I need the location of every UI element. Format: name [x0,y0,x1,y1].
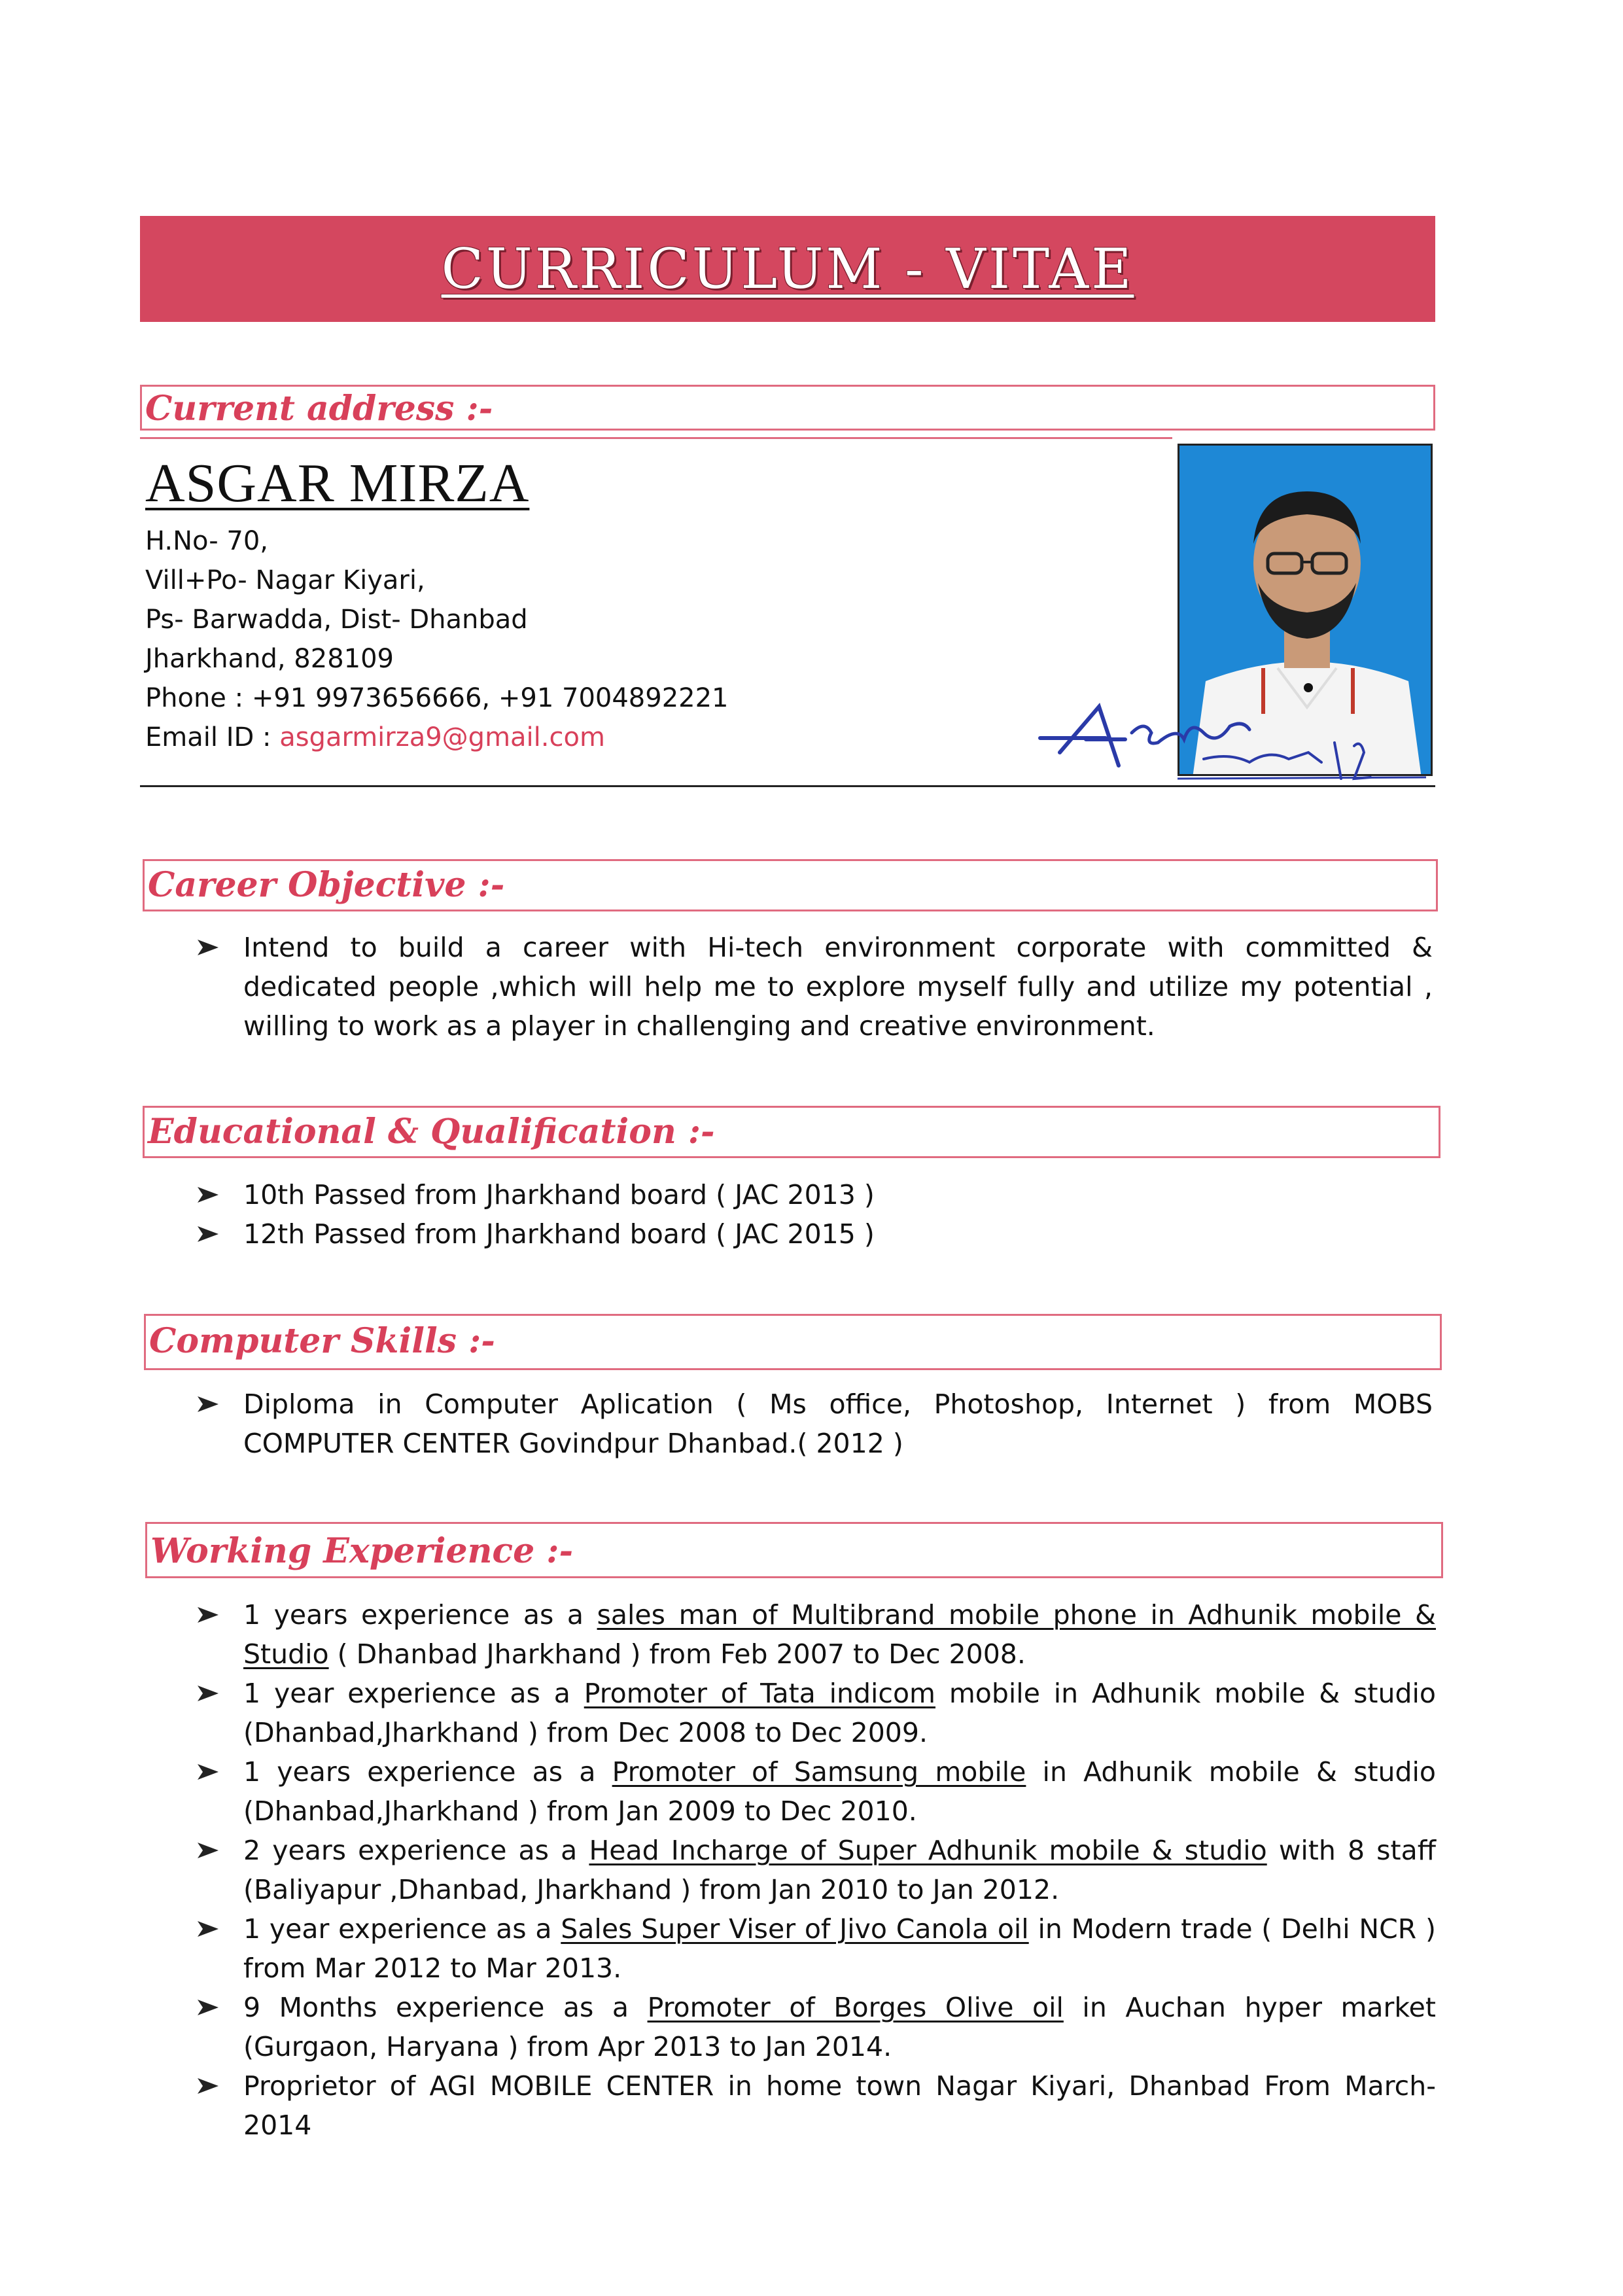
experience-list [196,1595,1436,2145]
email-line [145,722,605,752]
address-line-2: Vill+Po- Nagar Kiyari, [145,565,425,595]
address-heading-underline [140,437,1172,439]
arrow-bullet-icon [196,1225,220,1243]
arrow-bullet-icon [196,1395,220,1413]
experience-heading: Working Experience :- [150,1531,574,1571]
candidate-name: ASGAR MIRZA [145,453,530,514]
list-item: Proprietor of AGI MOBILE CENTER in home town Nagar Kiyari, Dhanbad From March-2014 [196,2066,1436,2145]
education-heading: Educational & Qualification :- [148,1112,715,1152]
education-list [196,1175,1433,1254]
phone-label: Phone : [145,683,252,713]
skills-heading: Computer Skills :- [149,1321,495,1361]
arrow-bullet-icon [196,1606,220,1624]
arrow-bullet-icon [196,1920,220,1938]
list-item: 1 years experience as a sales man of Multibrand mobile phone in Adhunik mobile & Studio ( Dhanbad Jharkhand ) from Feb 2007 to Dec 2008. [196,1595,1436,1674]
arrow-bullet-icon [196,1186,220,1204]
email-value: asgarmirza9@gmail.com [279,722,605,752]
arrow-bullet-icon [196,938,220,957]
page-title: CURRICULUM - VITAE [441,237,1134,301]
phone-value: +91 9973656666, +91 7004892221 [251,683,729,713]
list-item: 10th Passed from Jharkhand board ( JAC 2013 ) [196,1175,1433,1214]
title-banner [140,216,1435,322]
email-label: Email ID : [145,722,280,752]
signature [1034,680,1439,794]
list-item: 2 years experience as a Head Incharge of Super Adhunik mobile & studio with 8 staff (Baliyapur ,Dhanbad, Jharkhand ) from Jan 2010 to Jan 2012. [196,1831,1436,1909]
address-line-4: Jharkhand, 828109 [145,644,394,674]
arrow-bullet-icon [196,1841,220,1860]
address-heading: Current address :- [145,389,493,429]
list-item: Diploma in Computer Aplication ( Ms office, Photoshop, Internet ) from MOBS COMPUTER CENTER Govindpur Dhanbad.( 2012 ) [196,1385,1433,1463]
career-heading: Career Objective :- [148,865,505,905]
arrow-bullet-icon [196,1998,220,2017]
list-item: 9 Months experience as a Promoter of Borges Olive oil in Auchan hyper market (Gurgaon, Haryana ) from Apr 2013 to Jan 2014. [196,1988,1436,2066]
list-item: 1 years experience as a Promoter of Samsung mobile in Adhunik mobile & studio (Dhanbad,Jharkhand ) from Jan 2009 to Dec 2010. [196,1752,1436,1831]
address-line-1: H.No- 70, [145,526,268,556]
skills-list [196,1385,1433,1463]
arrow-bullet-icon [196,1684,220,1703]
phone-line [145,683,728,713]
list-item: 1 year experience as a Sales Super Viser of Jivo Canola oil in Modern trade ( Delhi NCR ) from Mar 2012 to Mar 2013. [196,1909,1436,1988]
list-item: 12th Passed from Jharkhand board ( JAC 2015 ) [196,1214,1433,1254]
arrow-bullet-icon [196,2077,220,2095]
career-list [196,928,1433,1046]
address-line-3: Ps- Barwadda, Dist- Dhanbad [145,605,528,635]
arrow-bullet-icon [196,1763,220,1781]
list-item: Intend to build a career with Hi-tech environment corporate with committed & dedicated people ,which will help me to explore myself fully and utilize my potential , willing to work as a player in challenging and creative environment. [196,928,1433,1046]
list-item: 1 year experience as a Promoter of Tata indicom mobile in Adhunik mobile & studio (Dhanbad,Jharkhand ) from Dec 2008 to Dec 2009. [196,1674,1436,1752]
